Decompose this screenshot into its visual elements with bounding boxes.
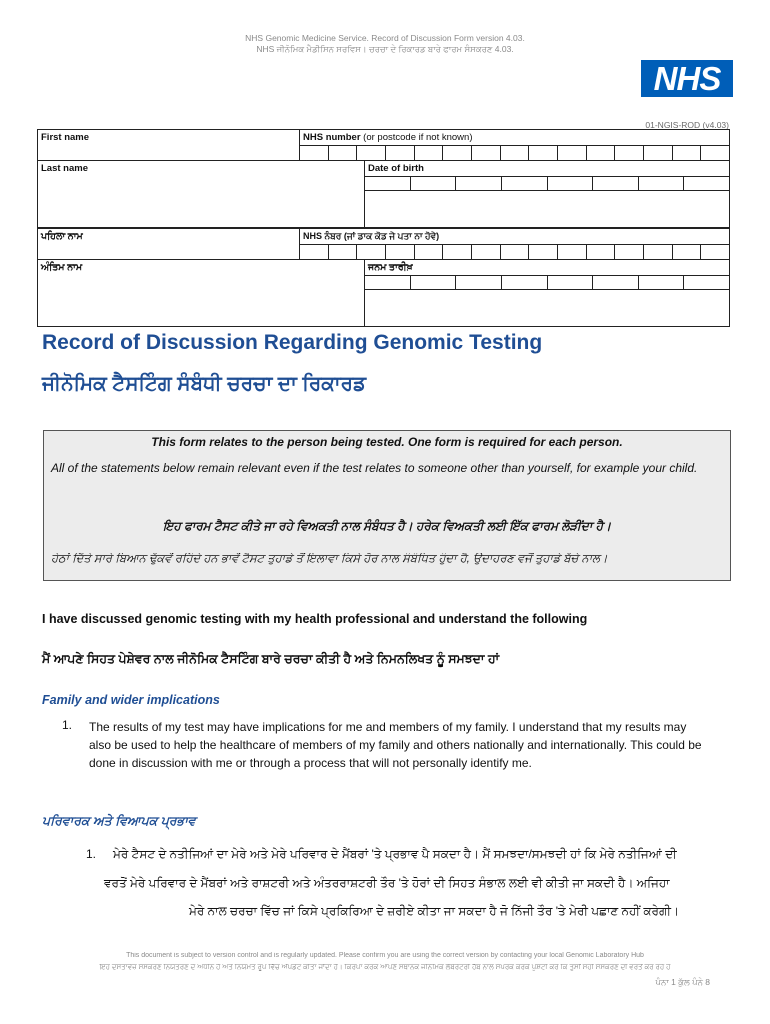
intro-statement-en: I have discussed genomic testing with my health professional and understand the following <box>42 612 588 626</box>
dob-label-pa: ਜਨਮ ਤਾਰੀਖ਼ <box>368 262 413 273</box>
item-text-en: The results of my test may have implications for me and members of my family. I understand that my results may also be used to help the healthcare of members of my family and others nationally and internationally. This could be done in discussion with me or through a process that will not personally identify me. <box>89 720 702 771</box>
section-heading-pa: ਪਰਿਵਾਰਕ ਅਤੇ ਵਿਆਪਕ ਪ੍ਰਭਾਵ <box>42 814 196 828</box>
nhs-number-hint: (or postcode if not known) <box>360 132 473 143</box>
item-text-pa-line-1: ਮੇਰੇ ਟੈਸਟ ਦੇ ਨਤੀਜਿਆਂ ਦਾ ਮੇਰੇ ਅਤੇ ਮੇਰੇ ਪਰਿਵਾਰ ਦੇ ਮੈਂਬਰਾਂ 'ਤੇ ਪ੍ਰਭਾਵ ਪੈ ਸਕਦਾ ਹੈ। ਮੈਂ ਸਮਝਦਾ/ਸਮਝਦੀ ਹਾਂ ਕਿ ਮੇਰੇ ਨਤੀਜਿਆਂ ਦੀ <box>113 847 677 861</box>
first-name-field-pa[interactable] <box>38 229 300 259</box>
first-name-label-pa: ਪਹਿਲਾ ਨਾਮ <box>41 231 83 242</box>
dob-field-pa[interactable] <box>365 260 729 326</box>
footer-note-en: This document is subject to version control and is regularly updated. Please confirm you are using the correct version by contacting your local Genomic Laboratory Hub <box>126 952 644 959</box>
patient-id-table-en <box>37 129 730 228</box>
header-version-en: NHS Genomic Medicine Service. Record of Discussion Form version 4.03. <box>245 33 525 43</box>
item-text-pa-line-2: ਵਰਤੋਂ ਮੇਰੇ ਪਰਿਵਾਰ ਦੇ ਮੈਂਬਰਾਂ ਅਤੇ ਰਾਸ਼ਟਰੀ ਅਤੇ ਅੰਤਰਰਾਸ਼ਟਰੀ ਤੌਰ 'ਤੇ ਹੋਰਾਂ ਦੀ ਸਿਹਤ ਸੰਭਾਲ ਲਈ ਵੀ ਕੀਤੀ ਜਾ ਸਕਦੀ ਹੈ। ਅਜਿਹਾ <box>104 876 670 890</box>
notice-line-4: ਹੇਠਾਂ ਦਿੱਤੇ ਸਾਰੇ ਬਿਆਨ ਢੁੱਕਵੇਂ ਰਹਿੰਦੇ ਹਨ ਭਾਵੇਂ ਟੈਸਟ ਤੁਹਾਡੇ ਤੋਂ ਇਲਾਵਾ ਕਿਸੇ ਹੋਰ ਨਾਲ ਸੰਬੰਧਿਤ ਹੁੰਦਾ ਹੈ, ਉਦਾਹਰਣ ਵਜੋਂ ਤੁਹਾਡੇ ਬੱਚੇ ਨਾਲ। <box>51 553 608 565</box>
dob-boxes[interactable] <box>365 176 729 191</box>
intro-statement-pa: ਮੈਂ ਆਪਣੇ ਸਿਹਤ ਪੇਸ਼ੇਵਰ ਨਾਲ ਜੀਨੋਮਿਕ ਟੈਸਟਿੰਗ ਬਾਰੇ ਚਰਚਾ ਕੀਤੀ ਹੈ ਅਤੇ ਨਿਮਨਲਿਖਤ ਨੂੰ ਸਮਝਦਾ ਹਾਂ <box>42 652 500 666</box>
nhs-number-boxes-pa[interactable] <box>300 244 729 259</box>
page-title-en: Record of Discussion Regarding Genomic Testing <box>42 331 543 354</box>
dob-label: Date of birth <box>368 163 424 174</box>
first-name-label: First name <box>41 132 90 143</box>
form-code: 01-NGIS-ROD (v4.03) <box>645 120 729 130</box>
dob-boxes-pa[interactable] <box>365 275 729 290</box>
nhs-number-label-pa: NHS ਨੰਬਰ (ਜਾਂ ਡਾਕ ਕੋਡ ਜੇ ਪਤਾ ਨਾ ਹੋਵੇ) <box>303 231 440 241</box>
last-name-field-pa[interactable] <box>38 260 365 326</box>
last-name-label: Last name <box>41 163 88 174</box>
first-name-field[interactable] <box>38 130 300 160</box>
item-text-pa-line-3: ਮੇਰੇ ਨਾਲ ਚਰਚਾ ਵਿੱਚ ਜਾਂ ਕਿਸੇ ਪ੍ਰਕਿਰਿਆ ਦੇ ਜ਼ਰੀਏ ਕੀਤਾ ਜਾ ਸਕਦਾ ਹੈ ਜੋ ਨਿੱਜੀ ਤੌਰ 'ਤੇ ਮੇਰੀ ਪਛਾਣ ਨਹੀਂ ਕਰੇਗੀ। <box>189 904 680 918</box>
header-version-pa: NHS ਜੀਨੋਮਿਕ ਮੈਡੀਸਿਨ ਸਰਵਿਸ। ਚਰਚਾ ਦੇ ਰਿਕਾਰਡ ਬਾਰੇ ਫਾਰਮ ਸੰਸਕਰਣ 4.03. <box>256 44 514 54</box>
patient-id-table-pa <box>37 228 730 327</box>
nhs-logo: NHS <box>641 60 733 97</box>
nhs-number-label: NHS number <box>303 132 361 143</box>
notice-box <box>43 430 731 581</box>
nhs-number-boxes[interactable] <box>300 145 729 160</box>
section-heading-en: Family and wider implications <box>42 693 220 707</box>
nhs-number-field-pa[interactable] <box>300 229 729 259</box>
last-name-label-pa: ਅੰਤਿਮ ਨਾਮ <box>41 262 83 273</box>
dob-field[interactable] <box>365 161 729 227</box>
notice-line-2: All of the statements below remain relevant even if the test relates to someone other than yourself, for example your child. <box>51 461 698 475</box>
nhs-number-field[interactable] <box>300 130 729 160</box>
item-number-en: 1. <box>62 718 73 732</box>
item-number-pa: 1. <box>86 847 97 861</box>
last-name-field[interactable] <box>38 161 365 227</box>
page-number: ਪੰਨਾ 1 ਕੁੱਲ ਪੰਨੇ 8 <box>655 977 710 987</box>
notice-line-1: This form relates to the person being tested. One form is required for each person. <box>151 435 623 449</box>
notice-line-3: ਇਹ ਫਾਰਮ ਟੈਸਟ ਕੀਤੇ ਜਾ ਰਹੇ ਵਿਅਕਤੀ ਨਾਲ ਸੰਬੰਧਤ ਹੈ। ਹਰੇਕ ਵਿਅਕਤੀ ਲਈ ਇੱਕ ਫਾਰਮ ਲੋੜੀਂਦਾ ਹੈ। <box>162 519 612 533</box>
footer-note-pa: ਇਹ ਦਸਤਾਵੇਜ਼ ਸੰਸਕਰਣ ਨਿਯੰਤਰਣ ਦੇ ਅਧੀਨ ਹੈ ਅਤੇ ਨਿਯਮਤ ਰੂਪ ਵਿੱਚ ਅੱਪਡੇਟ ਕੀਤਾ ਜਾਂਦਾ ਹੈ। ਕਿਰਪਾ ਕਰਕੇ ਆਪਣੇ ਸਥਾਨਕ ਜੀਨੋਮਿਕ ਲੈਬੋਰੇਟਰੀ ਹੱਬ ਨਾਲ ਸੰਪਰਕ ਕਰਕੇ ਪੁਸ਼ਟੀ ਕਰੋ ਕਿ ਤੁਸੀਂ ਸਹੀ ਸੰਸਕਰਣ ਦੀ ਵਰਤੋਂ ਕਰ ਰਹੇ ਹੋ <box>99 964 671 971</box>
page-title-pa: ਜੀਨੋਮਿਕ ਟੈਸਟਿੰਗ ਸੰਬੰਧੀ ਚਰਚਾ ਦਾ ਰਿਕਾਰਡ <box>42 373 366 395</box>
